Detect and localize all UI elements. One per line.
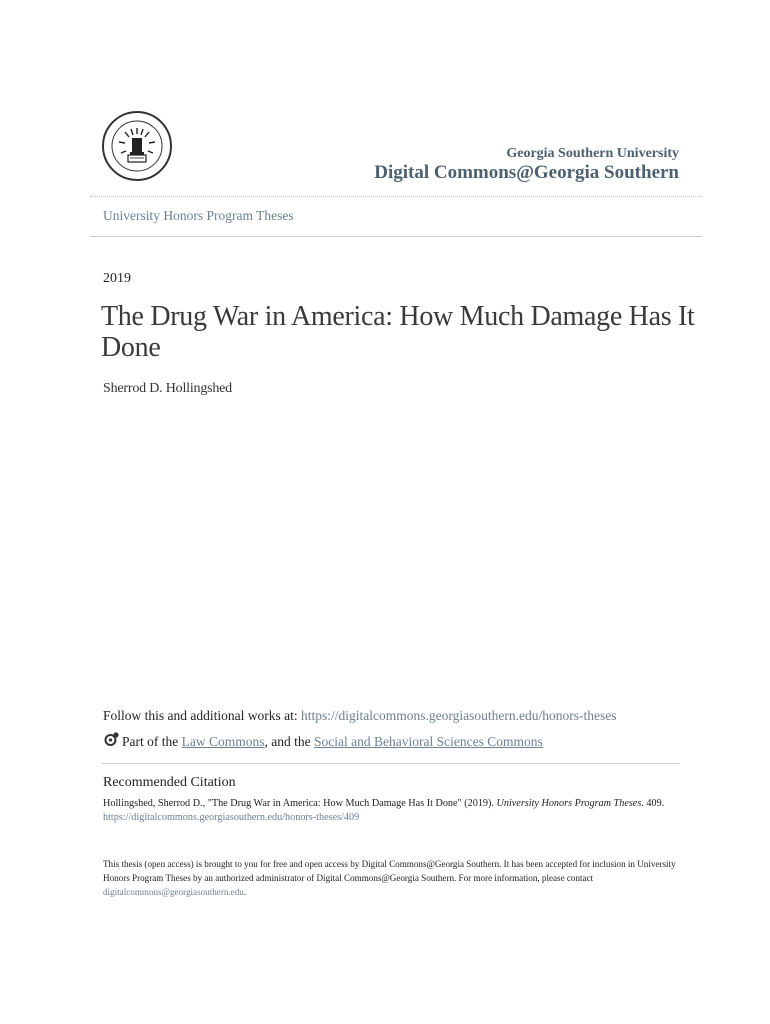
citation-series: University Honors Program Theses	[496, 798, 642, 809]
commons-network-icon	[103, 732, 120, 747]
header-divider	[90, 196, 702, 197]
citation-divider	[102, 763, 680, 764]
follow-prefix: Follow this and additional works at:	[103, 708, 301, 723]
notice-end: .	[243, 887, 247, 897]
follow-url-link[interactable]: https://digitalcommons.georgiasouthern.edu/honors-theses	[301, 708, 617, 723]
publication-year: 2019	[103, 271, 131, 286]
series-link[interactable]: University Honors Program Theses	[103, 208, 294, 223]
citation-heading: Recommended Citation	[103, 775, 236, 790]
contact-email-link[interactable]: digitalcommons@georgiasouthern.edu	[103, 887, 244, 897]
social-behavioral-commons-link[interactable]: Social and Behavioral Sciences Commons	[314, 734, 543, 749]
part-of-middle: , and the	[264, 734, 314, 749]
part-of-line	[103, 732, 543, 750]
part-of-prefix: Part of the	[122, 734, 182, 749]
paper-title: The Drug War in America: How Much Damage Has It Done	[101, 301, 695, 363]
university-name: Georgia Southern University	[506, 146, 679, 161]
repository-name[interactable]: Digital Commons@Georgia Southern	[374, 162, 679, 183]
section-divider	[90, 236, 702, 237]
university-seal-icon	[101, 110, 173, 182]
citation-url-link[interactable]: https://digitalcommons.georgiasouthern.edu/honors-theses/409	[103, 812, 360, 823]
citation-text: Hollingshed, Sherrod D., "The Drug War in America: How Much Damage Has It Done" (2019).	[103, 798, 497, 809]
law-commons-link[interactable]: Law Commons	[181, 734, 265, 749]
author-name: Sherrod D. Hollingshed	[103, 381, 232, 396]
citation-block	[103, 797, 683, 825]
access-notice	[103, 857, 683, 899]
notice-text: This thesis (open access) is brought to you for free and open access by Digital Commons@Georgia Southern. It has been accepted for inclusion in University Honors Program Theses by an authorized administrator of Digital Commons@Georgia Southern. For more information, please contact	[103, 859, 676, 883]
citation-number: . 409.	[641, 798, 665, 809]
follow-line	[103, 708, 616, 724]
